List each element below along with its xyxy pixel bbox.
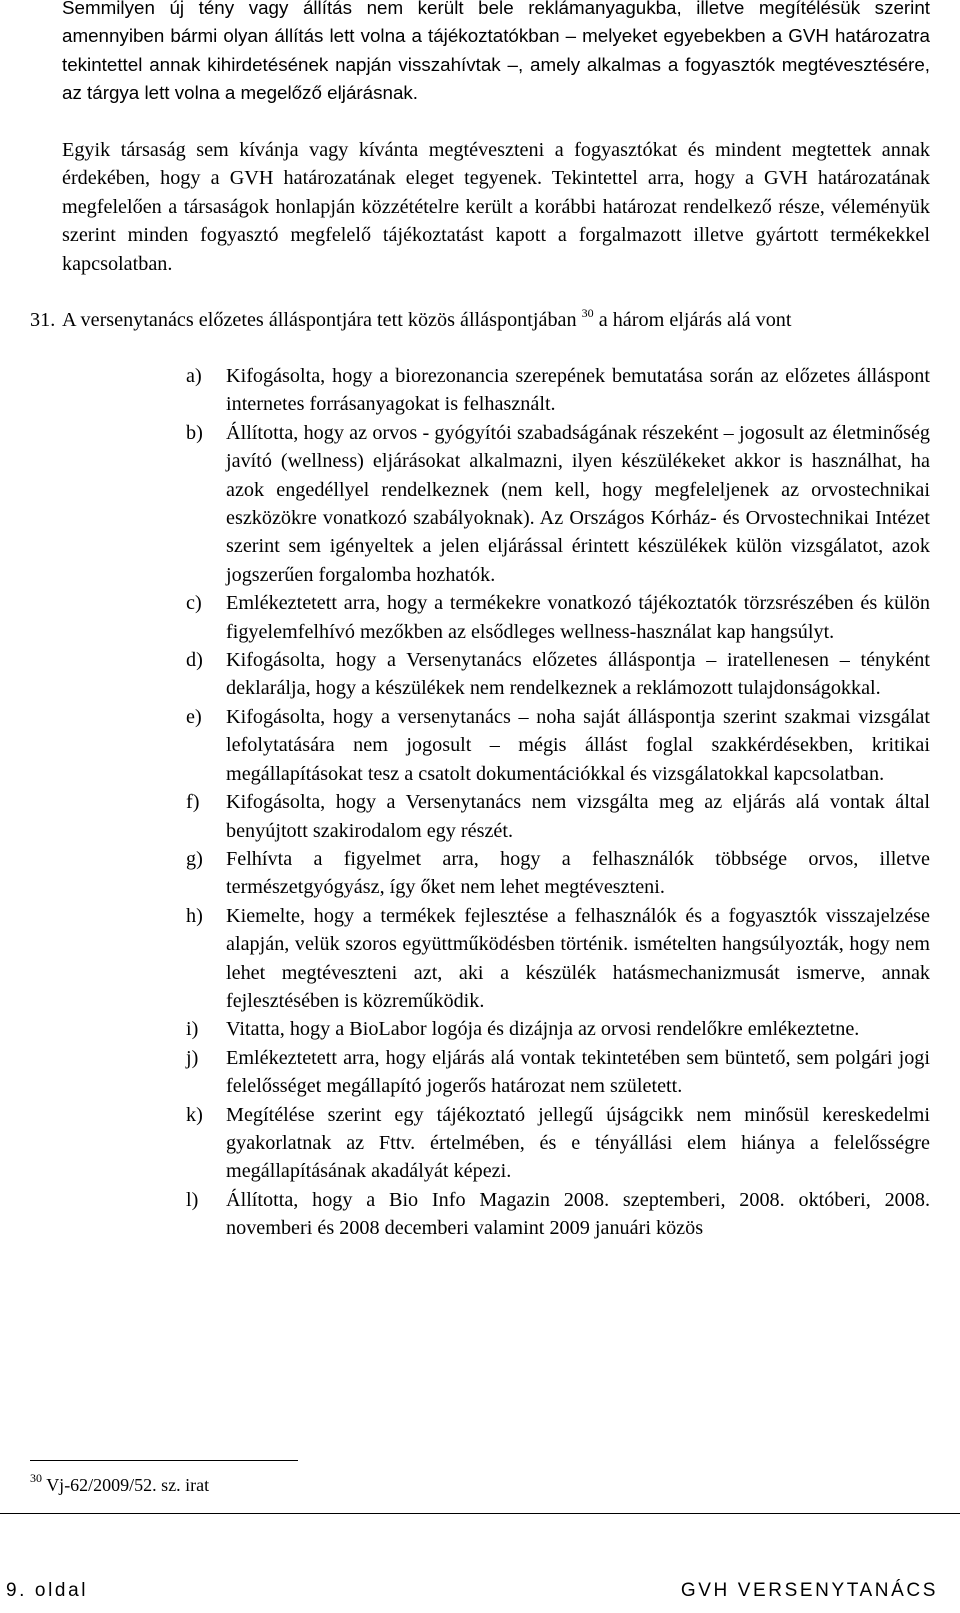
item-label: c) — [186, 592, 202, 615]
list-item-i — [186, 1015, 930, 1043]
item-text: Megítélése szerint egy tájékoztató jellegű újságcikk nem minősül kereskedelmi gyakorlatnak az Fttv. értelmében, és e tényállási elem hiánya a felelősségre megállapításának akadályát képezi. — [226, 1103, 930, 1183]
item-text: Kifogásolta, hogy a biorezonancia szerepének bemutatása során az előzetes álláspont internetes forrásanyagokat is felhasznált. — [226, 365, 930, 416]
list-item-f — [186, 788, 930, 845]
section-31-intro-end: a három eljárás alá vont — [598, 309, 792, 331]
section-31-intro: A versenytanács előzetes álláspontjára tett közös álláspontjában — [62, 309, 577, 331]
paragraph-publication-text: Tekintettel arra, hogy a GVH határozatának megfelelően a társaságok honlapján közzétételre került a korábbi határozat rendelkező része, véleményük szerint minden fogyasztó megfelelő tájékoztatást kapott a forgalmazott illetve gyártott termékekkel kapcsolatban. — [62, 167, 930, 275]
list-item-k — [186, 1101, 930, 1186]
list-item-h — [186, 902, 930, 1016]
item-text: Állította, hogy az orvos - gyógyítói szabadságának részeként – jogosult az életminőség javító (wellness) eljárásokat alkalmazni, ilyen készülékeket akkor is használhat, ha azok engedéllyel rendelkeznek (nem kell, hogy megfeleljenek az orvostechnikai eszközökre vonatkozó szabályoknak). Az Országos Kórház- és Orvostechnikai Intézet szerint sem igényeltek a jelen eljárással érintett készülékek külön vizsgálatot, azok jogszerűen forgalomba hozhatók. — [226, 421, 930, 586]
footnote-number: 30 — [30, 1471, 42, 1485]
footer-divider — [0, 1513, 960, 1514]
item-label: h) — [186, 904, 203, 927]
section-31 — [30, 306, 930, 334]
item-text: Kifogásolta, hogy a Versenytanács nem vizsgálta meg az eljárás alá vontak által benyújtott szakirodalom egy részét. — [226, 791, 930, 842]
item-text: Kiemelte, hogy a termékek fejlesztése a felhasználók és a fogyasztók visszajelzése alapján, velük szoros együttműködésben történik. ismételten hangsúlyozták, hogy nem lehet megtéveszteni azt, aki a készülék hatásmechanizmusát ismerve, annak fejlesztésében is közreműködik. — [226, 904, 930, 1012]
footnote-divider — [30, 1460, 298, 1461]
objection-list — [186, 362, 930, 1243]
footnote-reference: 30 — [581, 306, 594, 320]
paragraph-no-intent — [62, 136, 930, 278]
section-number: 31. — [30, 309, 56, 331]
item-label: k) — [186, 1103, 203, 1126]
paragraph-no-new-claims: Semmilyen új tény vagy állítás nem került bele reklámanyagukba, illetve megítélésük szerint amennyiben bármi olyan állítás lett volna a tájékoztatókban – melyeket egyebekben a GVH határozatra tekintettel annak kihirdetésének napján visszahívtak –, amely alkalmas a fogyasztók megtévesztésére, az tárgya lett volna a megelőző eljárásnak. — [62, 0, 930, 104]
item-label: f) — [186, 791, 200, 814]
item-label: i) — [186, 1018, 199, 1041]
item-text: Kifogásolta, hogy a versenytanács – noha saját álláspontja szerint szakmai vizsgálat lefolytatására nem jogosult – mégis állást foglal szakkérdésekben, kritikai megállapításokat tesz a csatolt dokumentációkkal és vizsgálatokkal kapcsolatban. — [226, 705, 930, 785]
item-label: e) — [186, 705, 202, 728]
list-item-l — [186, 1186, 930, 1243]
item-label: a) — [186, 365, 202, 387]
item-label: j) — [186, 1046, 199, 1069]
list-item-d — [186, 646, 930, 703]
list-item-b — [186, 419, 930, 589]
footnote-text: Vj-62/2009/52. sz. irat — [46, 1475, 210, 1495]
item-text: Állította, hogy a Bio Info Magazin 2008. szeptemberi, 2008. októberi, 2008. novemberi és 2008 decemberi valamint 2009 januári közös — [226, 1188, 930, 1240]
item-label: l) — [186, 1188, 199, 1211]
item-label: g) — [186, 847, 203, 870]
list-item-c — [186, 589, 930, 646]
footer-organization: GVH VERSENYTANÁCS — [680, 1580, 938, 1601]
item-label: d) — [186, 649, 203, 672]
item-text: Emlékeztetett arra, hogy eljárás alá vontak tekintetében sem büntető, sem polgári jogi felelősséget megállapító jogerős határozat nem született. — [226, 1046, 930, 1098]
item-label: b) — [186, 421, 203, 444]
paragraph-no-intent-text: Egyik társaság sem kívánja vagy kívánta megtéveszteni a fogyasztókat és mindent megtettek annak érdekében, hogy a GVH határozatának eleget tegyenek. — [62, 139, 930, 190]
list-item-a — [186, 362, 930, 419]
item-text: Kifogásolta, hogy a Versenytanács előzetes álláspontja – iratellenesen – tényként deklarálja, hogy a készülékek nem rendelkeznek a reklámozott tulajdonságokkal. — [226, 649, 930, 700]
footnote — [30, 1473, 209, 1497]
page-number: 9. oldal — [6, 1580, 89, 1601]
item-text: Vitatta, hogy a BioLabor logója és dizájnja az orvosi rendelőkre emlékeztetne. — [226, 1018, 860, 1041]
item-text: Felhívta a figyelmet arra, hogy a felhasználók többsége orvos, illetve természetgyógyász, így őket nem lehet megtéveszteni. — [226, 847, 930, 899]
item-text: Emlékeztetett arra, hogy a termékekre vonatkozó tájékoztatók törzsrészében és külön figyelemfelhívó mezőkben az elsődleges wellness-használat kap hangsúlyt. — [226, 592, 930, 643]
list-item-e — [186, 703, 930, 788]
list-item-j — [186, 1044, 930, 1101]
list-item-g — [186, 845, 930, 902]
